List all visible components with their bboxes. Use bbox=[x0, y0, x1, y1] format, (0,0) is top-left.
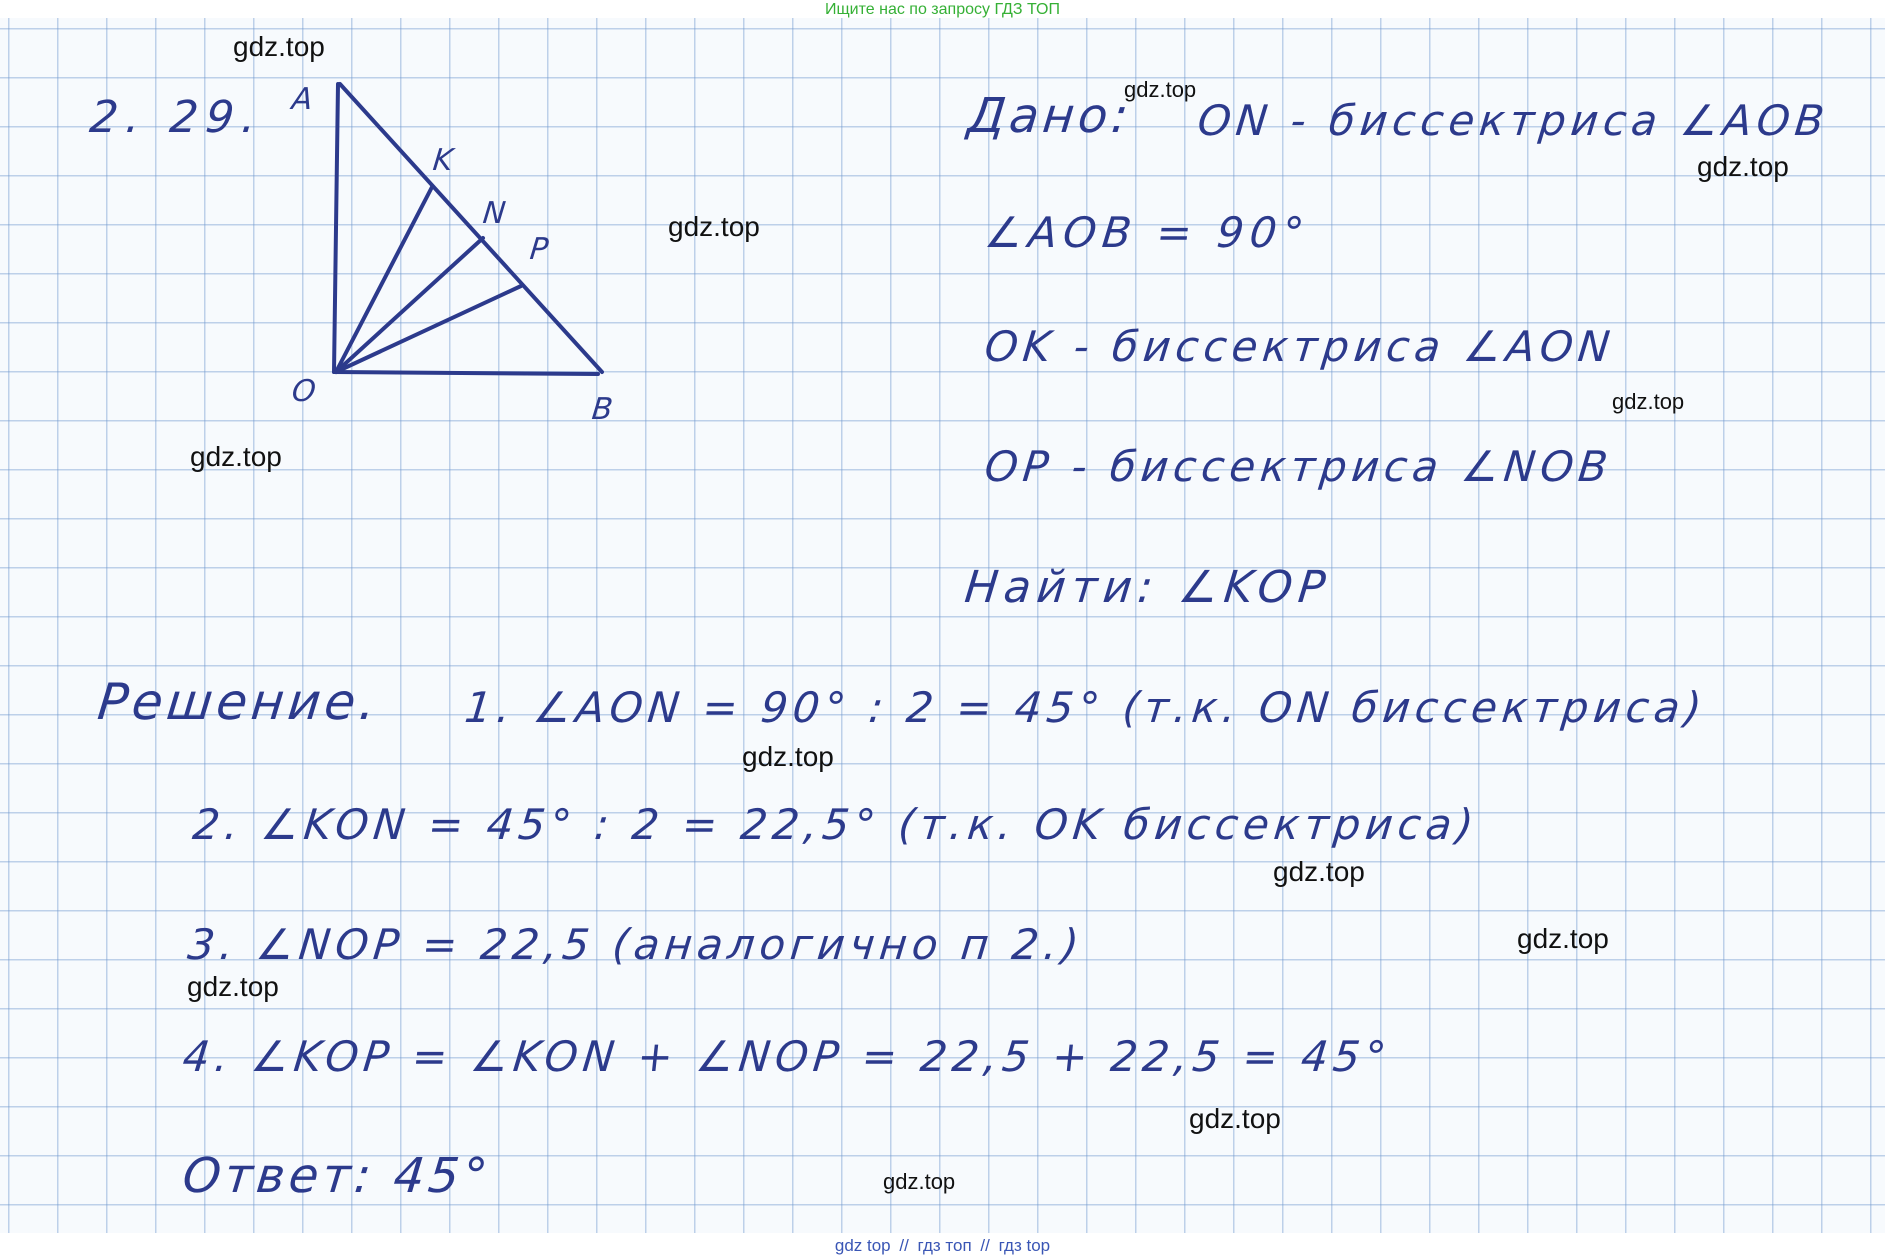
given-line-4: OP - биссектриса ∠NOB bbox=[982, 442, 1615, 491]
top-banner: Ищите нас по запросу ГДЗ ТОП bbox=[825, 1, 1060, 18]
given-title: Дано: bbox=[965, 88, 1135, 144]
separator: // bbox=[899, 1236, 909, 1255]
watermark: gdz.top bbox=[1517, 923, 1609, 954]
problem-number: 2. 29. bbox=[87, 92, 267, 143]
solution-step-1: 1. ∠AON = 90° : 2 = 45° (т.к. ON биссектриса) bbox=[462, 683, 1709, 732]
watermark: gdz.top bbox=[233, 31, 325, 62]
bottom-link[interactable]: гдз top bbox=[998, 1236, 1051, 1255]
watermark: gdz.top bbox=[1189, 1103, 1281, 1134]
solution-step-2: 2. ∠KON = 45° : 2 = 22,5° (т.к. OK биссектриса) bbox=[190, 800, 1481, 849]
label-o: O bbox=[290, 374, 322, 409]
given-line-3: OK - биссектриса ∠AON bbox=[982, 322, 1618, 371]
solution-title: Решение. bbox=[94, 673, 383, 731]
given-line-2: ∠AOB = 90° bbox=[982, 208, 1313, 257]
segment-ob bbox=[334, 372, 598, 374]
ray-ok bbox=[336, 187, 432, 372]
watermark: gdz.top bbox=[1697, 151, 1789, 182]
watermark: gdz.top bbox=[1273, 856, 1365, 887]
label-k: K bbox=[431, 143, 459, 178]
label-n: N bbox=[481, 196, 512, 231]
watermark: gdz.top bbox=[883, 1169, 956, 1194]
watermark: gdz.top bbox=[742, 741, 834, 772]
bottom-link[interactable]: gdz top bbox=[834, 1236, 891, 1255]
bottom-banner bbox=[0, 1236, 1885, 1256]
label-p: P bbox=[528, 232, 554, 267]
watermark: gdz.top bbox=[1612, 389, 1685, 414]
label-b: B bbox=[590, 392, 619, 427]
watermark: gdz.top bbox=[1124, 77, 1197, 102]
watermark: gdz.top bbox=[668, 211, 760, 242]
solution-step-4: 4. ∠KOP = ∠KON + ∠NOP = 22,5 + 22,5 = 45° bbox=[180, 1032, 1394, 1081]
ray-op bbox=[336, 286, 521, 372]
segment-oa bbox=[334, 84, 338, 372]
bottom-link[interactable]: гдз топ bbox=[917, 1236, 972, 1255]
answer: Ответ: 45° bbox=[180, 1148, 494, 1204]
solution-step-3: 3. ∠NOP = 22,5 (аналогично п 2.) bbox=[185, 920, 1087, 969]
label-a: A bbox=[290, 82, 319, 117]
given-line-1: ON - биссектриса ∠AOB bbox=[1195, 96, 1832, 145]
watermark: gdz.top bbox=[187, 971, 279, 1002]
find-line: Найти: ∠KOP bbox=[962, 562, 1334, 613]
watermark: gdz.top bbox=[190, 441, 282, 472]
segment-ab bbox=[340, 84, 602, 372]
ray-on bbox=[336, 238, 483, 372]
separator: // bbox=[980, 1236, 990, 1255]
